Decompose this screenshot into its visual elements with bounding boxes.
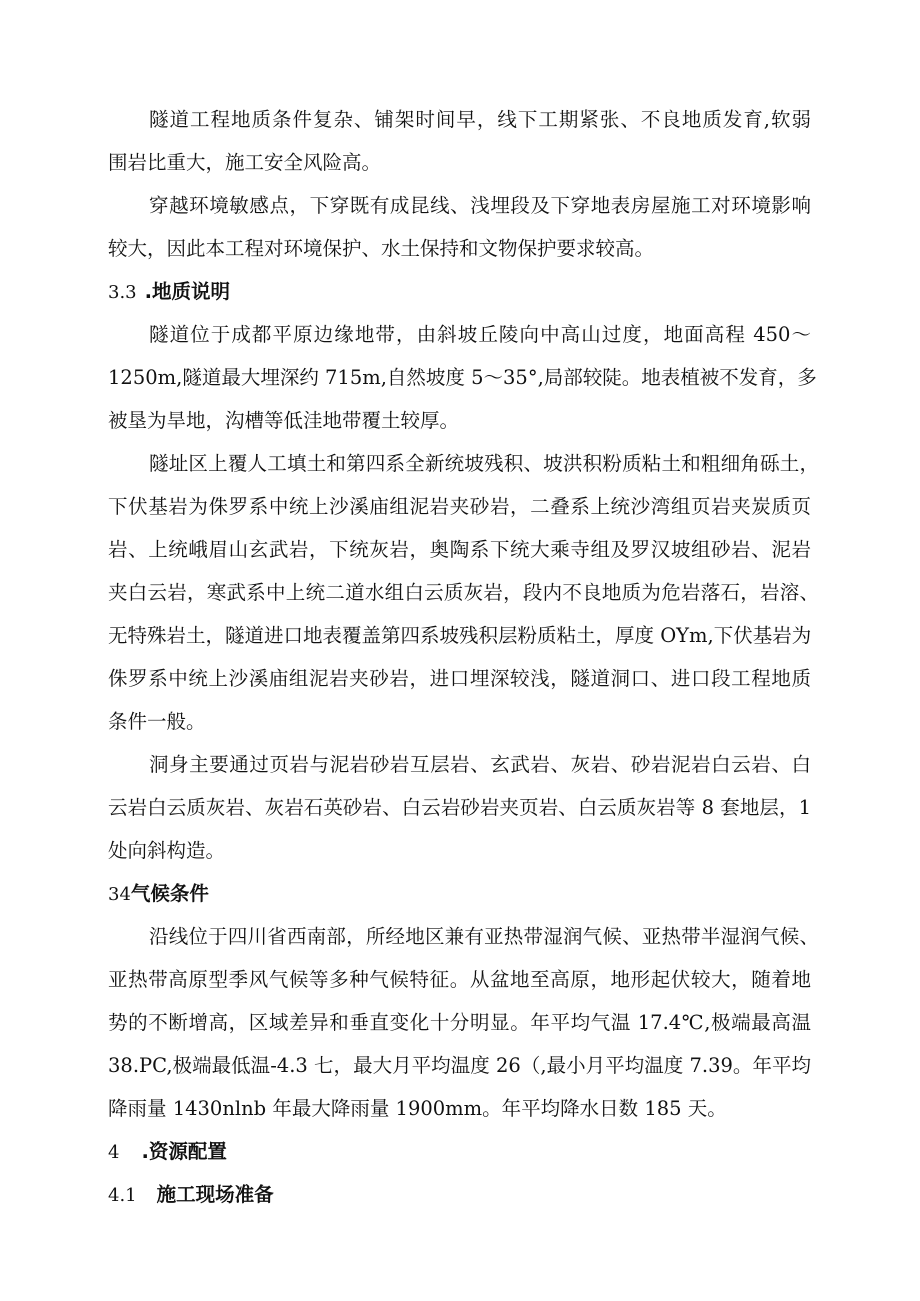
section-title: .地质说明: [144, 280, 231, 303]
paragraph-text: 处向斜构造。: [108, 839, 226, 862]
section-heading-4: [108, 1140, 227, 1165]
paragraph-line: [108, 1054, 811, 1078]
paragraph-line: [149, 108, 811, 132]
paragraph-line: [108, 1097, 727, 1121]
section-heading-3-3: [108, 280, 230, 305]
paragraph-line: [108, 366, 817, 390]
paragraph-text: 侏罗系中统上沙溪庙组泥岩夹砂岩，进口埋深较浅，隧道洞口、进口段工程地质: [108, 667, 811, 690]
paragraph-text: 隧道工程地质条件复杂、铺架时间早，线下工期紧张、不良地质发育,软弱: [149, 108, 811, 131]
paragraph-line: [108, 538, 811, 562]
paragraph-text: 下伏基岩为侏罗系中统上沙溪庙组泥岩夹砂岩，二叠系上统沙湾组页岩夹炭质页: [108, 495, 811, 518]
paragraph-text: 围岩比重大，施工安全风险高。: [108, 151, 382, 174]
section-title: 施工现场准备: [156, 1183, 274, 1206]
paragraph-text: 夹白云岩，寒武系中上统二道水组白云质灰岩，段内不良地质为危岩落石，岩溶、: [108, 581, 819, 604]
paragraph-line: [108, 1011, 811, 1035]
paragraph-text: 势的不断增高，区域差异和垂直变化十分明显。年平均气温 17.4℃,极端最高温: [108, 1011, 811, 1034]
paragraph-line: [108, 237, 654, 261]
paragraph-text: 被垦为旱地，沟槽等低洼地带覆土较厚。: [108, 409, 460, 432]
paragraph-text: 穿越环境敏感点，下穿既有成昆线、浅埋段及下穿地表房屋施工对环境影响: [149, 194, 811, 217]
paragraph-line: [108, 495, 811, 519]
paragraph-text: 1250m,隧道最大埋深约 715m,自然坡度 5～35°,局部较陡。地表植被不发育，多: [108, 366, 817, 389]
paragraph-line: [149, 452, 819, 476]
paragraph-text: 38.PC,极端最低温-4.3 七，最大月平均温度 26（,最小月平均温度 7.39。年平均: [108, 1054, 811, 1077]
section-title: 气候条件: [130, 882, 209, 905]
paragraph-line: [108, 710, 206, 734]
section-number: 4.1: [108, 1185, 137, 1206]
section-heading-3-4: [108, 882, 209, 907]
section-number: 4: [108, 1142, 120, 1163]
paragraph-line: [108, 968, 811, 992]
paragraph-line: [108, 409, 459, 433]
section-number: 34: [108, 884, 131, 905]
paragraph-line: [108, 667, 811, 691]
paragraph-line: [108, 151, 381, 175]
paragraph-text: 无特殊岩土，隧道进口地表覆盖第四系坡残积层粉质粘土，厚度 OYm,下伏基岩为: [108, 624, 812, 647]
section-number: 3.3: [108, 282, 137, 303]
paragraph-line: [149, 194, 811, 218]
paragraph-text: 亚热带高原型季风气候等多种气候特征。从盆地至高原，地形起伏较大，随着地: [108, 968, 811, 991]
paragraph-line: [108, 796, 811, 820]
paragraph-text: 较大，因此本工程对环境保护、水土保持和文物保护要求较高。: [108, 237, 655, 260]
paragraph-text: 隧道位于成都平原边缘地带，由斜坡丘陵向中高山过度，地面高程 450～: [149, 323, 811, 346]
paragraph-line: [149, 753, 811, 777]
paragraph-text: 降雨量 1430nlnb 年最大降雨量 1900mm。年平均降水日数 185 天。: [108, 1097, 727, 1120]
paragraph-text: 条件一般。: [108, 710, 206, 733]
paragraph-text: 洞身主要通过页岩与泥岩砂岩互层岩、玄武岩、灰岩、砂岩泥岩白云岩、白: [149, 753, 811, 776]
section-title: .资源配置: [141, 1140, 227, 1163]
section-heading-4-1: [108, 1183, 274, 1208]
paragraph-line: [108, 624, 811, 648]
paragraph-text: 隧址区上覆人工填土和第四系全新统坡残积、坡洪积粉质粘土和粗细角砾土，: [149, 452, 819, 475]
paragraph-text: 云岩白云质灰岩、灰岩石英砂岩、白云岩砂岩夹页岩、白云质灰岩等 8 套地层，1: [108, 796, 811, 819]
paragraph-line: [149, 323, 811, 347]
paragraph-text: 沿线位于四川省西南部，所经地区兼有亚热带湿润气候、亚热带半湿润气候、: [149, 925, 819, 948]
paragraph-line: [149, 925, 819, 949]
paragraph-line: [108, 839, 225, 863]
paragraph-text: 岩、上统峨眉山玄武岩，下统灰岩，奥陶系下统大乘寺组及罗汉坡组砂岩、泥岩: [108, 538, 811, 561]
paragraph-line: [108, 581, 819, 605]
